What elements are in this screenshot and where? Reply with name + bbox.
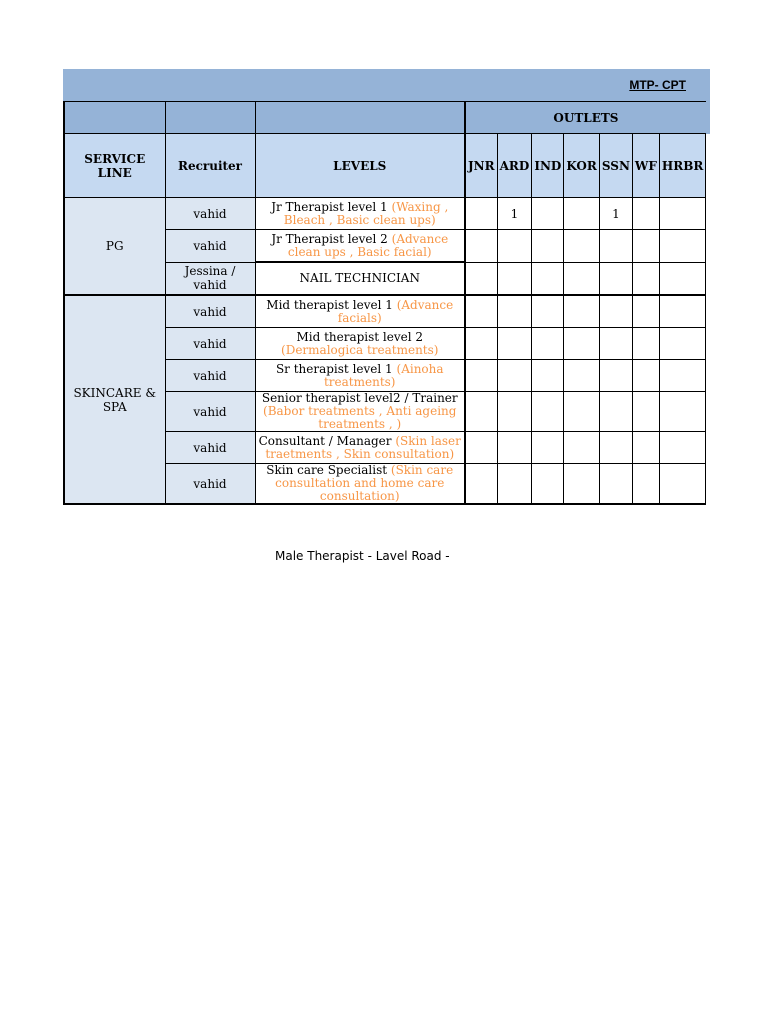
blank-header-cell — [64, 102, 165, 134]
outlet-cell — [465, 295, 497, 328]
service-line-cell: PG — [64, 198, 165, 296]
level-cell: Mid therapist level 2 (Dermalogica treatments) — [255, 328, 465, 360]
outlet-cell — [632, 262, 659, 295]
outlet-header: IND — [532, 134, 564, 198]
level-cell: Skin care Specialist (Skin care consultation and home care consultation) — [255, 464, 465, 505]
outlet-cell — [632, 230, 659, 263]
outlet-header: JNR — [465, 134, 497, 198]
outlet-cell — [465, 262, 497, 295]
header-row-top — [64, 102, 706, 134]
outlet-cell — [632, 360, 659, 392]
outlets-header: OUTLETS — [465, 102, 706, 134]
outlet-cell — [564, 295, 600, 328]
outlet-cell — [632, 392, 659, 432]
outlet-cell — [497, 262, 532, 295]
outlet-cell — [659, 230, 705, 263]
outlet-cell — [599, 464, 632, 505]
outlet-cell — [632, 198, 659, 230]
levels-header: LEVELS — [255, 134, 465, 198]
outlet-cell — [599, 295, 632, 328]
outlet-cell — [659, 295, 705, 328]
outlet-cell — [599, 392, 632, 432]
level-cell: Senior therapist level2 / Trainer (Babor treatments , Anti ageing treatments , ) — [255, 392, 465, 432]
sheet-tag: MTP- CPT — [629, 78, 686, 92]
outlet-cell — [659, 432, 705, 464]
outlet-cell — [497, 432, 532, 464]
blank-header-cell — [255, 102, 465, 134]
outlet-cell — [497, 392, 532, 432]
outlet-cell — [659, 464, 705, 505]
outlet-cell — [659, 198, 705, 230]
outlet-cell — [465, 392, 497, 432]
service-line-header: SERVICE LINE — [64, 134, 165, 198]
outlet-cell — [465, 464, 497, 505]
outlet-cell — [564, 328, 600, 360]
outlet-cell — [465, 360, 497, 392]
outlet-cell — [599, 262, 632, 295]
service-line-cell: SKINCARE & SPA — [64, 295, 165, 504]
outlet-cell — [564, 230, 600, 263]
outlet-cell — [632, 328, 659, 360]
outlet-cell — [532, 262, 564, 295]
outlet-cell — [599, 432, 632, 464]
column-header-row — [64, 134, 706, 198]
level-cell: Sr therapist level 1 (Ainoha treatments) — [255, 360, 465, 392]
outlet-header: SSN — [599, 134, 632, 198]
outlet-cell — [564, 360, 600, 392]
table-row — [64, 198, 706, 230]
recruiter-cell: vahid — [165, 392, 255, 432]
level-cell: Mid therapist level 1 (Advance facials) — [255, 295, 465, 328]
outlet-header: ARD — [497, 134, 532, 198]
outlet-cell — [564, 392, 600, 432]
level-cell: Consultant / Manager (Skin laser traetments , Skin consultation) — [255, 432, 465, 464]
outlet-cell — [659, 360, 705, 392]
outlet-cell — [659, 392, 705, 432]
outlet-cell — [465, 432, 497, 464]
outlet-cell — [599, 360, 632, 392]
outlet-cell — [465, 328, 497, 360]
outlet-cell — [564, 464, 600, 505]
recruiter-cell: vahid — [165, 360, 255, 392]
outlet-cell — [497, 295, 532, 328]
outlet-header: WF — [632, 134, 659, 198]
recruiter-cell: vahid — [165, 432, 255, 464]
outlet-cell — [599, 328, 632, 360]
outlet-cell — [465, 230, 497, 263]
footer-note: Male Therapist - Lavel Road - — [275, 549, 450, 563]
outlet-cell — [599, 230, 632, 263]
level-cell: NAIL TECHNICIAN — [255, 262, 465, 295]
outlet-cell — [632, 464, 659, 505]
outlet-cell — [532, 295, 564, 328]
outlet-cell — [532, 464, 564, 505]
outlet-cell: 1 — [599, 198, 632, 230]
outlet-cell — [497, 360, 532, 392]
recruiter-cell: vahid — [165, 230, 255, 263]
outlet-header: HRBR — [659, 134, 705, 198]
level-cell: Jr Therapist level 1 (Waxing , Bleach , Basic clean ups) — [255, 198, 465, 230]
recruiter-cell: vahid — [165, 198, 255, 230]
outlet-header: KOR — [564, 134, 600, 198]
outlet-cell — [532, 392, 564, 432]
table-row — [64, 295, 706, 328]
outlet-cell — [532, 432, 564, 464]
outlet-cell — [532, 328, 564, 360]
outlet-cell: 1 — [497, 198, 532, 230]
outlet-cell — [532, 230, 564, 263]
outlet-cell — [564, 262, 600, 295]
outlet-cell — [532, 198, 564, 230]
outlet-cell — [532, 360, 564, 392]
level-cell: Jr Therapist level 2 (Advance clean ups , Basic facial) — [255, 230, 465, 263]
outlet-cell — [497, 230, 532, 263]
recruiter-cell: vahid — [165, 464, 255, 505]
outlet-cell — [659, 262, 705, 295]
recruiter-cell: vahid — [165, 295, 255, 328]
outlet-cell — [632, 295, 659, 328]
blank-header-cell — [165, 102, 255, 134]
outlet-cell — [564, 198, 600, 230]
outlet-cell — [465, 198, 497, 230]
recruiter-cell: Jessina / vahid — [165, 262, 255, 295]
outlet-cell — [497, 464, 532, 505]
outlet-cell — [632, 432, 659, 464]
outlet-cell — [497, 328, 532, 360]
recruiter-cell: vahid — [165, 328, 255, 360]
recruiter-header: Recruiter — [165, 134, 255, 198]
staffing-table — [63, 101, 706, 505]
outlet-cell — [659, 328, 705, 360]
outlet-cell — [564, 432, 600, 464]
